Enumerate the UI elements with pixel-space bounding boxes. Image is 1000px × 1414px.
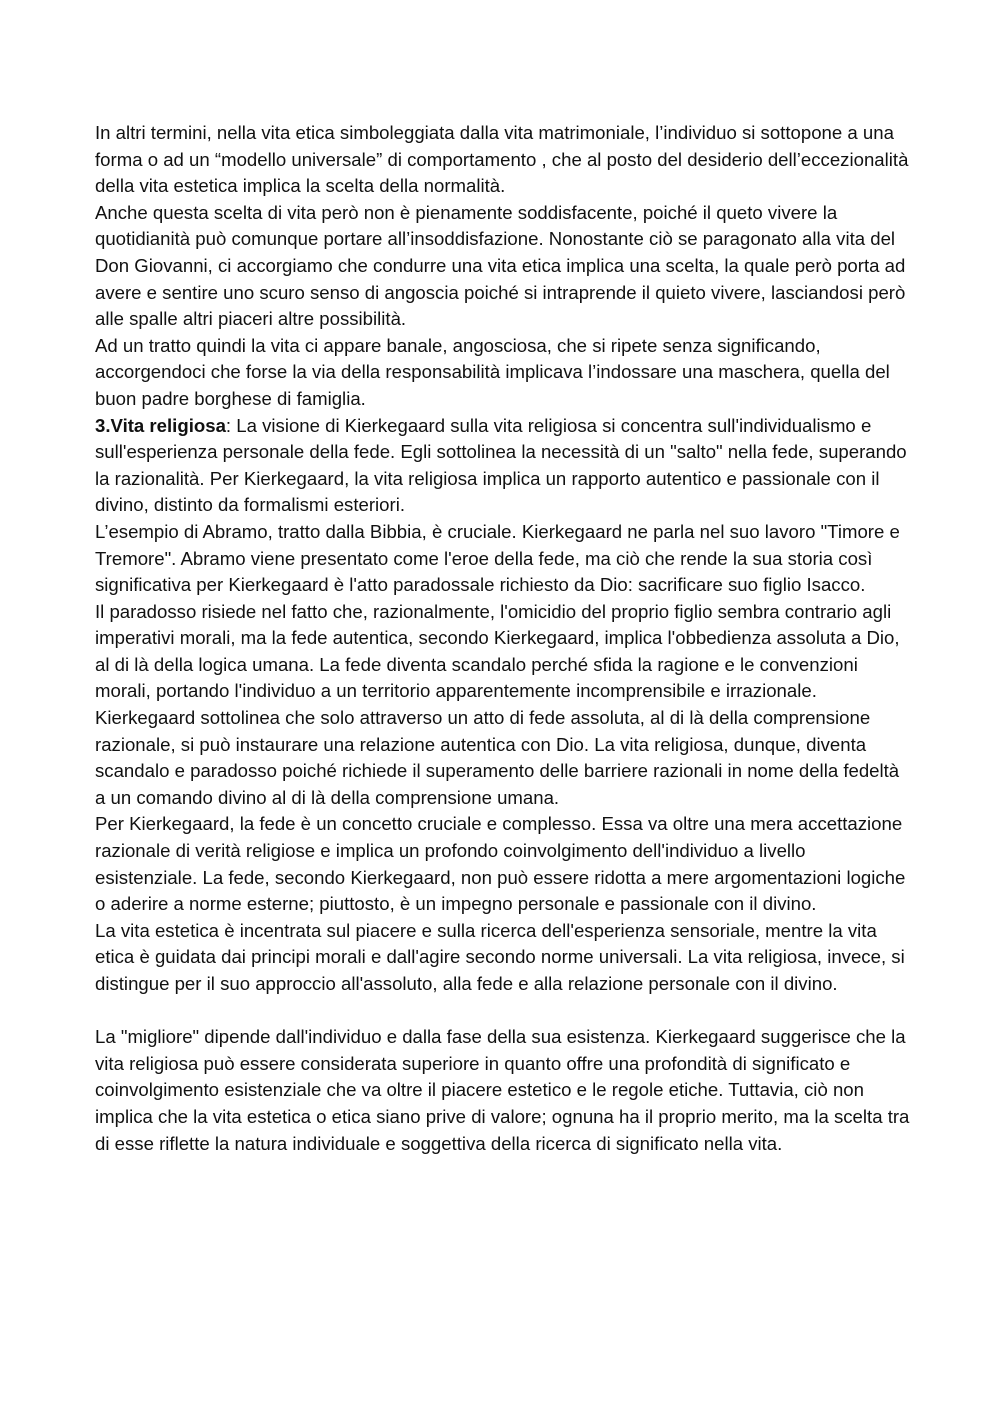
blank-line bbox=[95, 998, 910, 1025]
paragraph-paradosso: Il paradosso risiede nel fatto che, razionalmente, l'omicidio del proprio figlio sembra contrario agli imperativi morali, ma la fede autentica, secondo Kierkegaard, implica l'obbedienza assoluta a Dio, al di là della logica umana. La fede diventa scandalo perché sfida la ragione e le convenzioni morali, portando l'individuo a un territorio apparentemente incomprensibile e irrazionale. bbox=[95, 600, 900, 702]
paragraph-concetto-fede: Per Kierkegaard, la fede è un concetto cruciale e complesso. Essa va oltre una mera accettazione razionale di verità religiose e implica un profondo coinvolgimento dell'individuo a livello esistenziale. La fede, secondo Kierkegaard, non può essere ridotta a mere argomentazioni logiche o aderire a norme esterne; piuttosto, è un impegno personale e passionale con il divino. bbox=[95, 813, 906, 915]
paragraph-etica-normalita: In altri termini, nella vita etica simboleggiata dalla vita matrimoniale, l’individuo si sottopone a una forma o ad un “modello universale” di comportamento , che al posto del desiderio dell’eccezionalità della vita estetica implica la scelta della normalità. bbox=[95, 122, 909, 197]
paragraph-vita-religiosa bbox=[95, 413, 910, 519]
paragraph-conclusione: La "migliore" dipende dall'individuo e dalla fase della sua esistenza. Kierkegaard suggerisce che la vita religiosa può essere considerata superiore in quanto offre una profondità di significato e coinvolgimento esistenziale che va oltre il piacere estetico e le regole etiche. Tuttavia, ciò non implica che la vita estetica o etica siano prive di valore; ognuna ha il proprio merito, ma la scelta tra di esse riflette la natura individuale e soggettiva della ricerca di significato nella vita. bbox=[95, 1026, 910, 1154]
document-page bbox=[95, 120, 910, 1157]
section-heading-vita-religiosa: 3.Vita religiosa bbox=[95, 414, 226, 436]
paragraph-atto-di-fede: Kierkegaard sottolinea che solo attraverso un atto di fede assoluta, al di là della comprensione razionale, si può instaurare una relazione autentica con Dio. La vita religiosa, dunque, diventa scandalo e paradosso poiché richiede il superamento delle barriere razionali in nome della fedeltà a un comando divino al di là della comprensione umana. bbox=[95, 707, 900, 808]
paragraph-insoddisfazione: Anche questa scelta di vita però non è pienamente soddisfacente, poiché il queto vivere la quotidianità può comunque portare all’insoddisfazione. Nonostante ciò se paragonato alla vita del Don Giovanni, ci accorgiamo che condurre una vita etica implica una scelta, la quale però porta ad avere e sentire uno scuro senso di angoscia poiché si intraprende il quieto vivere, lasciandosi però alle spalle altri piaceri altre possibilità. bbox=[95, 201, 906, 330]
paragraph-abramo: L’esempio di Abramo, tratto dalla Bibbia, è cruciale. Kierkegaard ne parla nel suo lavoro "Timore e Tremore". Abramo viene presentato come l'eroe della fede, ma ciò che rende la sua storia così significativa per Kierkegaard è l'atto paradossale richiesto da Dio: sacrificare suo figlio Isacco. bbox=[95, 520, 900, 596]
paragraph-tre-vite: La vita estetica è incentrata sul piacere e sulla ricerca dell'esperienza sensoriale, mentre la vita etica è guidata dai principi morali e dall'agire secondo norme universali. La vita religiosa, invece, si distingue per il suo approccio all'assoluto, alla fede e alla relazione personale con il divino. bbox=[95, 919, 905, 994]
section-text-vita-religiosa: : La visione di Kierkegaard sulla vita religiosa si concentra sull'individualismo e sull'esperienza personale della fede. Egli sottolinea la necessità di un "salto" nella fede, superando la razionalità. Per Kierkegaard, la vita religiosa implica un rapporto autentico e passionale con il divino, distinto da formalismi esteriori. bbox=[95, 414, 907, 516]
paragraph-vita-banale: Ad un tratto quindi la vita ci appare banale, angosciosa, che si ripete senza significando, accorgendoci che forse la via della responsabilità implicava l’indossare una maschera, quella del buon padre borghese di famiglia. bbox=[95, 334, 890, 409]
